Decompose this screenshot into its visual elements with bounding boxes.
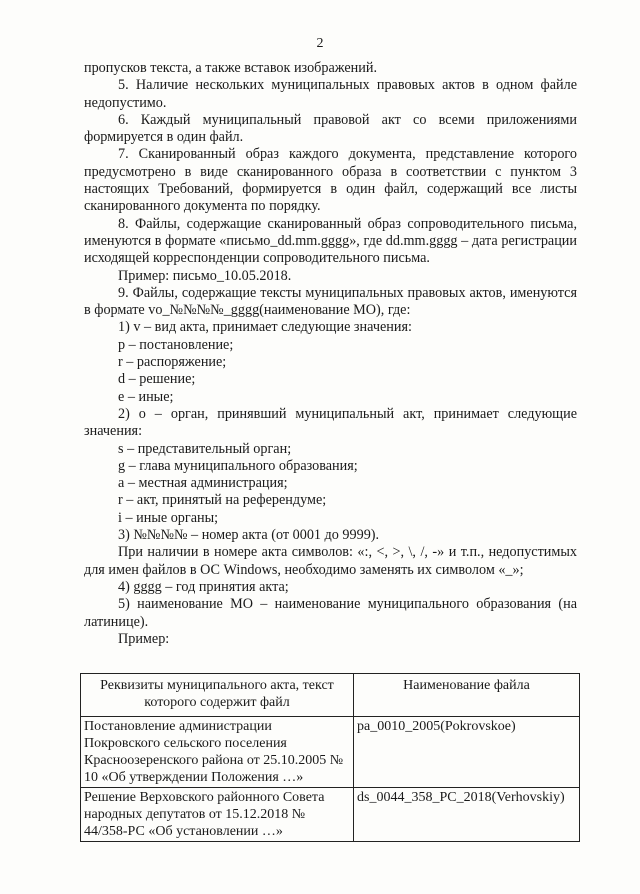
table-cell-requisites: Решение Верховского районного Совета народных депутатов от 15.12.2018 № 44/358-РС «Об установлении …» <box>81 788 354 842</box>
list-item: s – представительный орган; <box>118 440 292 457</box>
paragraph: 7. Сканированный образ каждого документа, представление которого предусмотрено в виде сканированного образа в соответствии с пунктом 3 настоящих Требований, формируется в один файл, содержащий все листы сканированного документа по порядку. <box>84 146 577 215</box>
table-cell-file-name: pa_0010_2005(Pokrovskoe) <box>354 717 580 788</box>
list-item: r – распоряжение; <box>118 354 227 371</box>
paragraph: 5. Наличие нескольких муниципальных правовых актов в одном файле недопустимо. <box>84 77 577 111</box>
table-row <box>81 788 580 842</box>
paragraph: 3) №№№№ – номер акта (от 0001 до 9999). <box>118 527 380 544</box>
file-naming-example-table <box>80 673 580 842</box>
table-row <box>81 717 580 788</box>
paragraph: 6. Каждый муниципальный правовой акт со всеми приложениями формируется в один файл. <box>84 111 577 146</box>
document-body <box>84 60 577 648</box>
table-cell-requisites: Постановление администрации Покровского сельского поселения Красноозеренского района от 25.10.2005 № 10 «Об утверждении Положения …» <box>81 717 354 788</box>
paragraph: 9. Файлы, содержащие тексты муниципальных правовых актов, именуются в формате vo_№№№№_gggg(наименование МО), где: <box>84 284 577 319</box>
paragraph: 8. Файлы, содержащие сканированный образ сопроводительного письма, именуются в формате «письмо_dd.mm.gggg», где dd.mm.gggg – дата регистрации исходящей корреспонденции сопроводительного письма. <box>84 215 577 267</box>
table-header-row <box>81 674 580 717</box>
list-item: g – глава муниципального образования; <box>118 457 358 474</box>
paragraph: 2) o – орган, принявший муниципальный акт, принимает следующие значения: <box>84 405 577 440</box>
table-cell-file-name: ds_0044_358_PC_2018(Verhovskiy) <box>354 788 580 842</box>
list-item: i – иные органы; <box>118 509 219 526</box>
table-header-requisites: Реквизиты муниципального акта, текст которого содержит файл <box>81 674 354 717</box>
paragraph: Пример: письмо_10.05.2018. <box>118 267 292 284</box>
paragraph: пропусков текста, а также вставок изображений. <box>84 60 378 76</box>
list-item: d – решение; <box>118 371 196 388</box>
list-item: a – местная администрация; <box>118 475 288 492</box>
page-number: 2 <box>316 36 324 51</box>
paragraph: Пример: <box>118 630 170 647</box>
paragraph: 5) наименование МО – наименование муниципального образования (на латинице). <box>84 596 577 630</box>
paragraph: 1) v – вид акта, принимает следующие значения: <box>118 319 412 336</box>
table-header-file-name: Наименование файла <box>354 674 580 717</box>
list-item: r – акт, принятый на референдуме; <box>118 492 327 509</box>
paragraph: При наличии в номере акта символов: «:, <, >, \, /, -» и т.п., недопустимых для имен файлов в ОС Windows, необходимо заменять их символом «_»; <box>84 544 577 578</box>
paragraph: 4) gggg – год принятия акта; <box>118 578 289 595</box>
list-item: p – постановление; <box>118 336 234 353</box>
list-item: e – иные; <box>118 388 174 405</box>
